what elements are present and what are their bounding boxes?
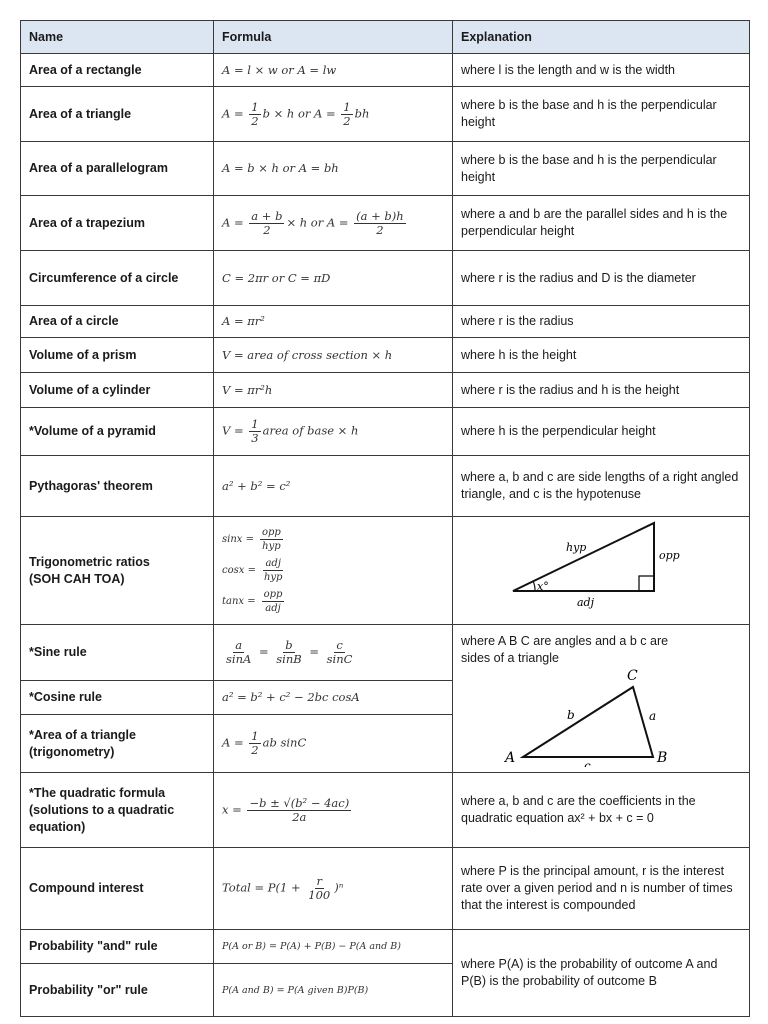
row-name: *Cosine rule: [21, 681, 214, 715]
row-formula: A = $\frac{a + b}{2}$ × h or A = $\frac{(a + b)h}{2}$: [214, 196, 453, 251]
row-name: *The quadratic formula (solutions to a quadratic equation): [21, 773, 214, 848]
table-row: [21, 408, 750, 456]
row-explanation: where r is the radius and D is the diameter: [453, 251, 750, 306]
row-formula: P(A and B) = P(A given B)P(B): [214, 964, 453, 1017]
row-explanation: where a, b and c are side lengths of a right angled triangle, and c is the hypotenuse: [453, 456, 750, 517]
table-row: [21, 456, 750, 517]
header-row: [21, 21, 750, 54]
row-formula: A = $\frac{1}{2}$ b × h or A = $\frac{1}{2}$ bh: [214, 87, 453, 142]
row-explanation: where h is the height: [453, 338, 750, 373]
header-explanation: Explanation: [453, 21, 750, 54]
angle-label: x°: [537, 580, 549, 593]
right-triangle-diagram: [453, 517, 750, 619]
row-name: Volume of a cylinder: [21, 373, 214, 408]
row-formula: sinx = $\frac{\text{opp}}{\text{hyp}}$ cosx = $\frac{\text{adj}}{\text{hyp}}$ tanx = $\frac{\text{opp}}{\text{adj}}$: [214, 517, 453, 625]
row-explanation: where h is the perpendicular height: [453, 408, 750, 456]
row-name: Volume of a prism: [21, 338, 214, 373]
row-formula: A = b × h or A = bh: [214, 142, 453, 196]
vertex-b-label: B: [657, 750, 668, 766]
header-formula: Formula: [214, 21, 453, 54]
row-formula: x = $\frac{\text{−b ± √(b² − 4ac)}}{2a}$: [214, 773, 453, 848]
triangle-abc-diagram: [453, 667, 750, 767]
vertex-c-label: C: [627, 668, 638, 684]
side-a-label: a: [649, 709, 657, 723]
hyp-label: hyp: [566, 541, 587, 554]
row-name: *Volume of a pyramid: [21, 408, 214, 456]
row-explanation: where l is the length and w is the width: [453, 54, 750, 87]
row-name: *Sine rule: [21, 625, 214, 681]
table-row: [21, 848, 750, 930]
table-row: [21, 306, 750, 338]
row-formula: V = area of cross section × h: [214, 338, 453, 373]
row-formula: V = πr²h: [214, 373, 453, 408]
row-formula: $\frac{a}{\sin A}$ = $\frac{b}{\sin B}$ = $\frac{c}{\sin C}$: [214, 625, 453, 681]
row-formula: V = $\frac{1}{3}$ area of base × h: [214, 408, 453, 456]
table-row: [21, 54, 750, 87]
row-explanation: where P(A) is the probability of outcome A and P(B) is the probability of outcome B: [453, 930, 750, 1017]
row-explanation: where a, b and c are the coefficients in the quadratic equation ax² + bx + c = 0: [453, 773, 750, 848]
row-name: Pythagoras' theorem: [21, 456, 214, 517]
row-explanation: where b is the base and h is the perpendicular height: [453, 87, 750, 142]
row-name: Probability "and" rule: [21, 930, 214, 964]
row-explanation: where b is the base and h is the perpendicular height: [453, 142, 750, 196]
table-row: [21, 930, 750, 964]
row-explanation: where a and b are the parallel sides and h is the perpendicular height: [453, 196, 750, 251]
row-name: Area of a trapezium: [21, 196, 214, 251]
header-name: Name: [21, 21, 214, 54]
row-name: Area of a rectangle: [21, 54, 214, 87]
row-explanation: where r is the radius: [453, 306, 750, 338]
row-formula: a² + b² = c²: [214, 456, 453, 517]
table-row: [21, 251, 750, 306]
row-name: Trigonometric ratios (SOH CAH TOA): [21, 517, 214, 625]
row-explanation: where r is the radius and h is the height: [453, 373, 750, 408]
trig-diagram-cell: [453, 517, 750, 625]
row-formula: P(A or B) = P(A) + P(B) − P(A and B): [214, 930, 453, 964]
row-formula: A = $\frac{1}{2}$ ab sinC: [214, 715, 453, 773]
table-row: [21, 373, 750, 408]
opp-label: opp: [659, 549, 680, 562]
side-c-label: c: [584, 759, 591, 767]
row-formula: A = πr²: [214, 306, 453, 338]
row-formula: a² = b² + c² − 2bc cosA: [214, 681, 453, 715]
table-row: [21, 338, 750, 373]
row-explanation: where P is the principal amount, r is the interest rate over a given period and n is number of times that the interest is compounded: [453, 848, 750, 930]
table-row: [21, 773, 750, 848]
table-row: [21, 517, 750, 625]
table-row: [21, 625, 750, 681]
vertex-a-label: A: [505, 750, 516, 766]
row-formula: C = 2πr or C = πD: [214, 251, 453, 306]
row-name: Circumference of a circle: [21, 251, 214, 306]
row-explanation: where A B C are angles and a b c are sides of a triangle: [461, 634, 669, 665]
row-formula: Total = P(1 + $\frac{r}{100}$ )ⁿ: [214, 848, 453, 930]
table-row: [21, 196, 750, 251]
adj-label: adj: [577, 596, 595, 609]
row-formula: A = l × w or A = lw: [214, 54, 453, 87]
row-name: Area of a parallelogram: [21, 142, 214, 196]
row-name: Compound interest: [21, 848, 214, 930]
table-row: [21, 142, 750, 196]
row-name: Probability "or" rule: [21, 964, 214, 1017]
formula-table: [20, 20, 750, 1017]
row-name: *Area of a triangle (trigonometry): [21, 715, 214, 773]
triangle-explanation-cell: [453, 625, 750, 773]
table-row: [21, 87, 750, 142]
row-name: Area of a triangle: [21, 87, 214, 142]
row-name: Area of a circle: [21, 306, 214, 338]
side-b-label: b: [567, 708, 575, 722]
